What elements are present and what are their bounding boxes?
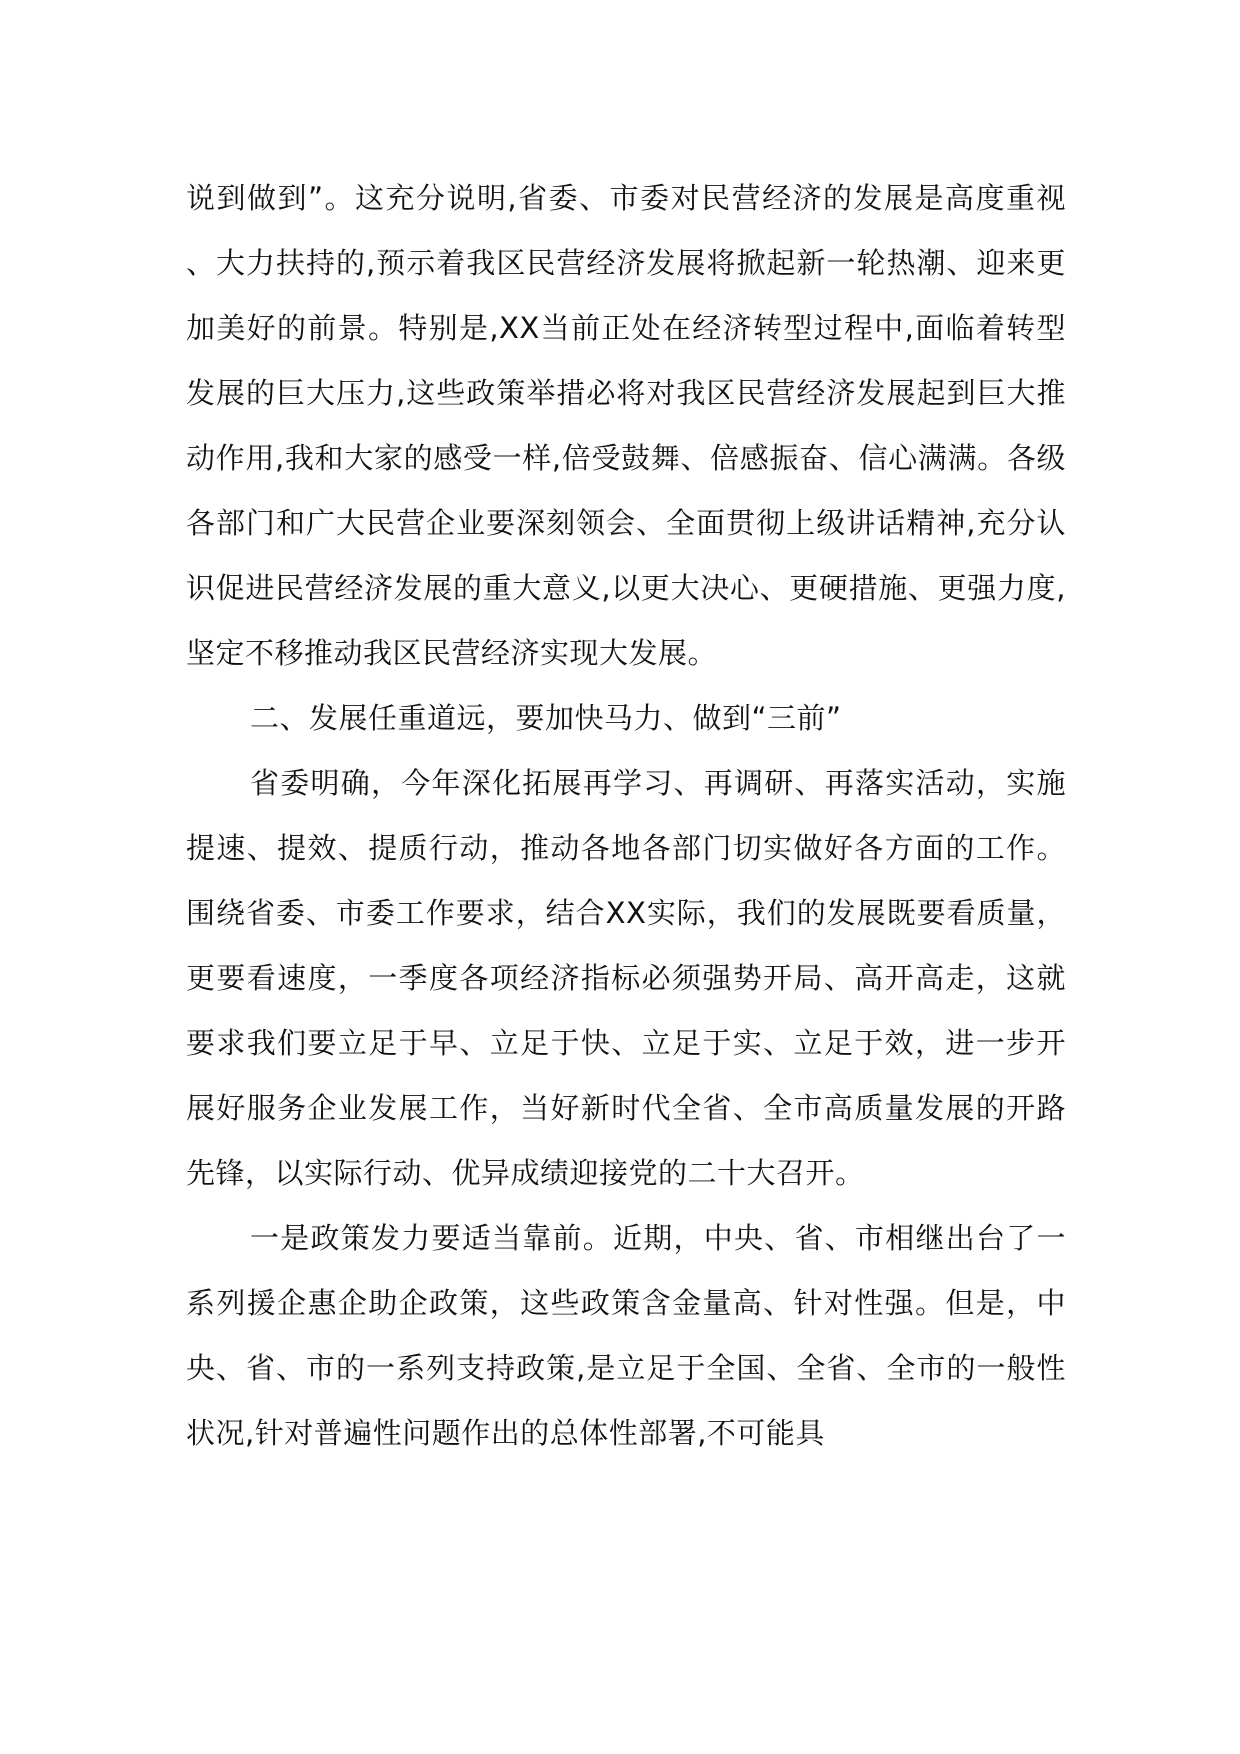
paragraph-continuation: 说到做到”。这充分说明,省委、市委对民营经济的发展是高度重视、大力扶持的,预示着我区民营经济发展将掀起新一轮热潮、迎来更加美好的前景。特别是,XX当前正处在经济转型过程中,面临着转型发展的巨大压力,这些政策举措必将对我区民营经济发展起到巨大推动作用,我和大家的感受一样,倍受鼓舞、倍感振奋、信心满满。各级各部门和广大民营企业要深刻领会、全面贯彻上级讲话精神,充分认识促进民营经济发展的重大意义,以更大决心、更硬措施、更强力度,坚定不移推动我区民营经济实现大发展。 [186, 181, 1066, 670]
paragraph-policy-forward: 一是政策发力要适当靠前。近期，中央、省、市相继出台了一系列援企惠企助企政策，这些政策含金量高、针对性强。但是，中央、省、市的一系列支持政策,是立足于全国、全省、全市的一般性状况,针对普遍性问题作出的总体性部署,不可能具 [186, 1221, 1066, 1450]
paragraph-provincial-requirements: 省委明确，今年深化拓展再学习、再调研、再落实活动，实施提速、提效、提质行动，推动各地各部门切实做好各方面的工作。围绕省委、市委工作要求，结合XX实际，我们的发展既要看质量，更要看速度，一季度各项经济指标必须强势开局、高开高走，这就要求我们要立足于早、立足于快、立足于实、立足于效，进一步开展好服务企业发展工作，当好新时代全省、全市高质量发展的开路先锋，以实际行动、优异成绩迎接党的二十大召开。 [186, 766, 1066, 1190]
section-heading-two: 二、发展任重道远，要加快马力、做到“三前” [250, 701, 842, 735]
document-body [186, 166, 1066, 1466]
